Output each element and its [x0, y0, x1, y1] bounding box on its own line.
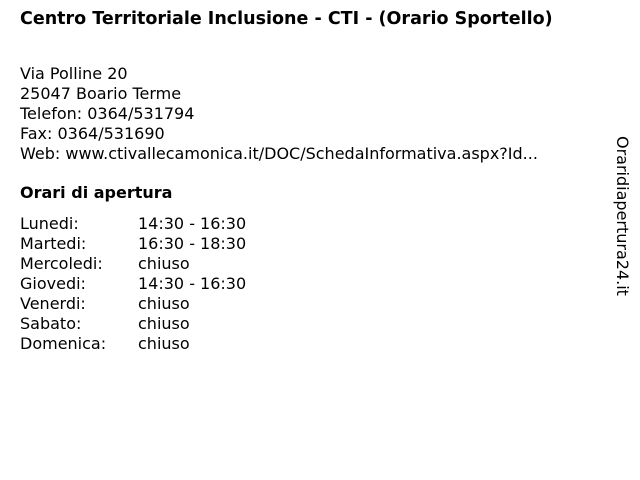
day-label: Giovedi: [20, 274, 86, 293]
day-label: Venerdi: [20, 294, 86, 313]
day-label: Martedi: [20, 234, 87, 253]
day-label: Sabato: [20, 314, 82, 333]
city-address: 25047 Boario Terme [20, 84, 182, 103]
hours-row-mercoledi [20, 254, 246, 274]
day-label: Mercoledi: [20, 254, 103, 273]
day-time: chiuso [138, 254, 190, 273]
website-link[interactable]: Web: www.ctivallecamonica.it/DOC/SchedaInformativa.aspx?Id... [20, 144, 538, 163]
day-time: chiuso [138, 294, 190, 313]
day-time: 14:30 - 16:30 [138, 214, 247, 233]
day-time: 16:30 - 18:30 [138, 234, 247, 253]
address-block [20, 64, 610, 164]
page-title: Centro Territoriale Inclusione - CTI - (Orario Sportello) [20, 9, 553, 29]
street-address: Via Polline 20 [20, 64, 128, 83]
hours-heading: Orari di apertura [20, 183, 173, 202]
hours-row-venerdi [20, 294, 246, 314]
day-time: chiuso [138, 334, 190, 353]
hours-row-sabato [20, 314, 246, 334]
hours-row-domenica [20, 334, 246, 354]
day-time: chiuso [138, 314, 190, 333]
day-label: Domenica: [20, 334, 107, 353]
fax-number: Fax: 0364/531690 [20, 124, 165, 143]
site-brand-label: Oraridiapertura24.it [613, 136, 632, 296]
day-label: Lunedi: [20, 214, 79, 233]
hours-row-giovedi [20, 274, 246, 294]
hours-row-martedi [20, 234, 246, 254]
hours-row-lunedi [20, 214, 246, 234]
opening-hours-table [20, 214, 246, 354]
phone-number: Telefon: 0364/531794 [20, 104, 195, 123]
day-time: 14:30 - 16:30 [138, 274, 247, 293]
